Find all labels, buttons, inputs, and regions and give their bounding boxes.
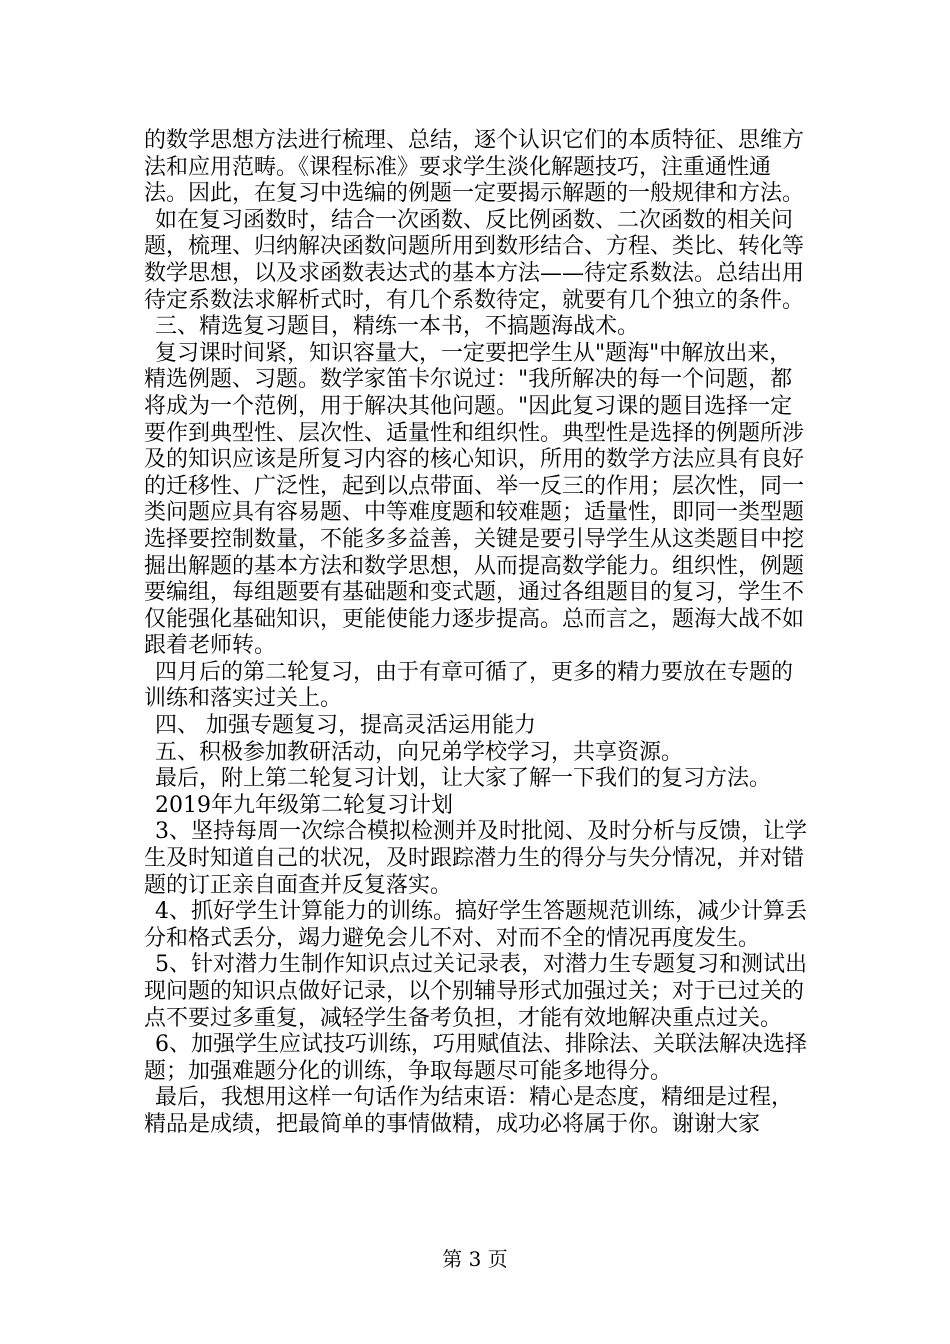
plan-item-5: 5、针对潜力生制作知识点过关记录表，对潜力生专题复习和测试出现问题的知识点做好记录，以个别辅导形式加强过关；对于已过关的点不要过多重复，减轻学生备考负担，才能有效地解决重点过关。: [144, 952, 807, 1031]
paragraph-continuation: 的数学思想方法进行梳理、总结，逐个认识它们的本质特征、思维方法和应用范畴。《课程标准》要求学生淡化解题技巧，注重通性通法。因此，在复习中选编的例题一定要揭示解题的一般规律和方法。: [144, 128, 805, 207]
plan-item-6: 6、加强学生应试技巧训练，巧用赋值法、排除法、关联法解决选择题；加强难题分化的训练，争取每题尽可能多地得分。: [144, 1032, 807, 1084]
section-heading-five: 五、积极参加教研活动，向兄弟学校学习，共享资源。: [155, 739, 684, 765]
section-heading-three: 三、精选复习题目，精练一本书，不搞题海战术。: [155, 314, 640, 340]
plan-title: 2019年九年级第二轮复习计划: [155, 792, 453, 818]
paragraph-second-round: 四月后的第二轮复习，由于有章可循了，更多的精力要放在专题的训练和落实过关上。: [144, 659, 794, 712]
document-body: [144, 128, 812, 1139]
paragraph-exercise-selection: 复习课时间紧，知识容量大，一定要把学生从"题海"中解放出来，精选例题、习题。数学家笛卡尔说过："我所解决的每一个问题，都将成为一个范例，用于解决其他问题。"因此复习课的题目选择一定要作到典型性、层次性、适量性和组织性。典型性是选择的例题所涉及的知识应该是所复习内容的核心知识，所用的数学方法应具有良好的迁移性、广泛性，起到以点带面、举一反三的作用；层次性，同一类问题应具有容易题、中等难度题和较难题；适量性，即同一类型题选择要控制数量，不能多多益善，关键是要引导学生从这类题目中挖掘出解题的基本方法和数学思想，从而提高数学能力。组织性，例题要编组，每组题要有基础题和变式题，通过各组题目的复习，学生不仅能强化基础知识，更能使能力逐步提高。总而言之，题海大战不如跟着老师转。: [144, 340, 805, 659]
plan-item-4: 4、抓好学生计算能力的训练。搞好学生答题规范训练，减少计算丢分和格式丢分，竭力避免会儿不对、对而不全的情况再度发生。: [144, 899, 807, 951]
page-number-footer: 第 3 页: [442, 1247, 508, 1271]
paragraph-plan-intro: 最后，附上第二轮复习计划，让大家了解一下我们的复习方法。: [155, 766, 772, 792]
plan-item-3: 3、坚持每周一次综合模拟检测并及时批阅、及时分析与反馈，让学生及时知道自己的状况，及时跟踪潜力生的得分与失分情况，并对错题的订正亲自面查并反复落实。: [144, 819, 807, 898]
section-heading-four: 四、 加强专题复习，提高灵活运用能力: [155, 713, 536, 739]
paragraph-function-review: 如在复习函数时，结合一次函数、反比例函数、二次函数的相关问题，梳理、归纳解决函数问题所用到数形结合、方程、类比、转化等数学思想，以及求函数表达式的基本方法——待定系数法。总结出用待定系数法求解析式时，有几个系数待定，就要有几个独立的条件。: [144, 207, 805, 313]
paragraph-closing: 最后，我想用这样一句话作为结束语：精心是态度，精细是过程，精品是成绩，把最简单的事情做精，成功必将属于你。谢谢大家: [144, 1085, 794, 1137]
